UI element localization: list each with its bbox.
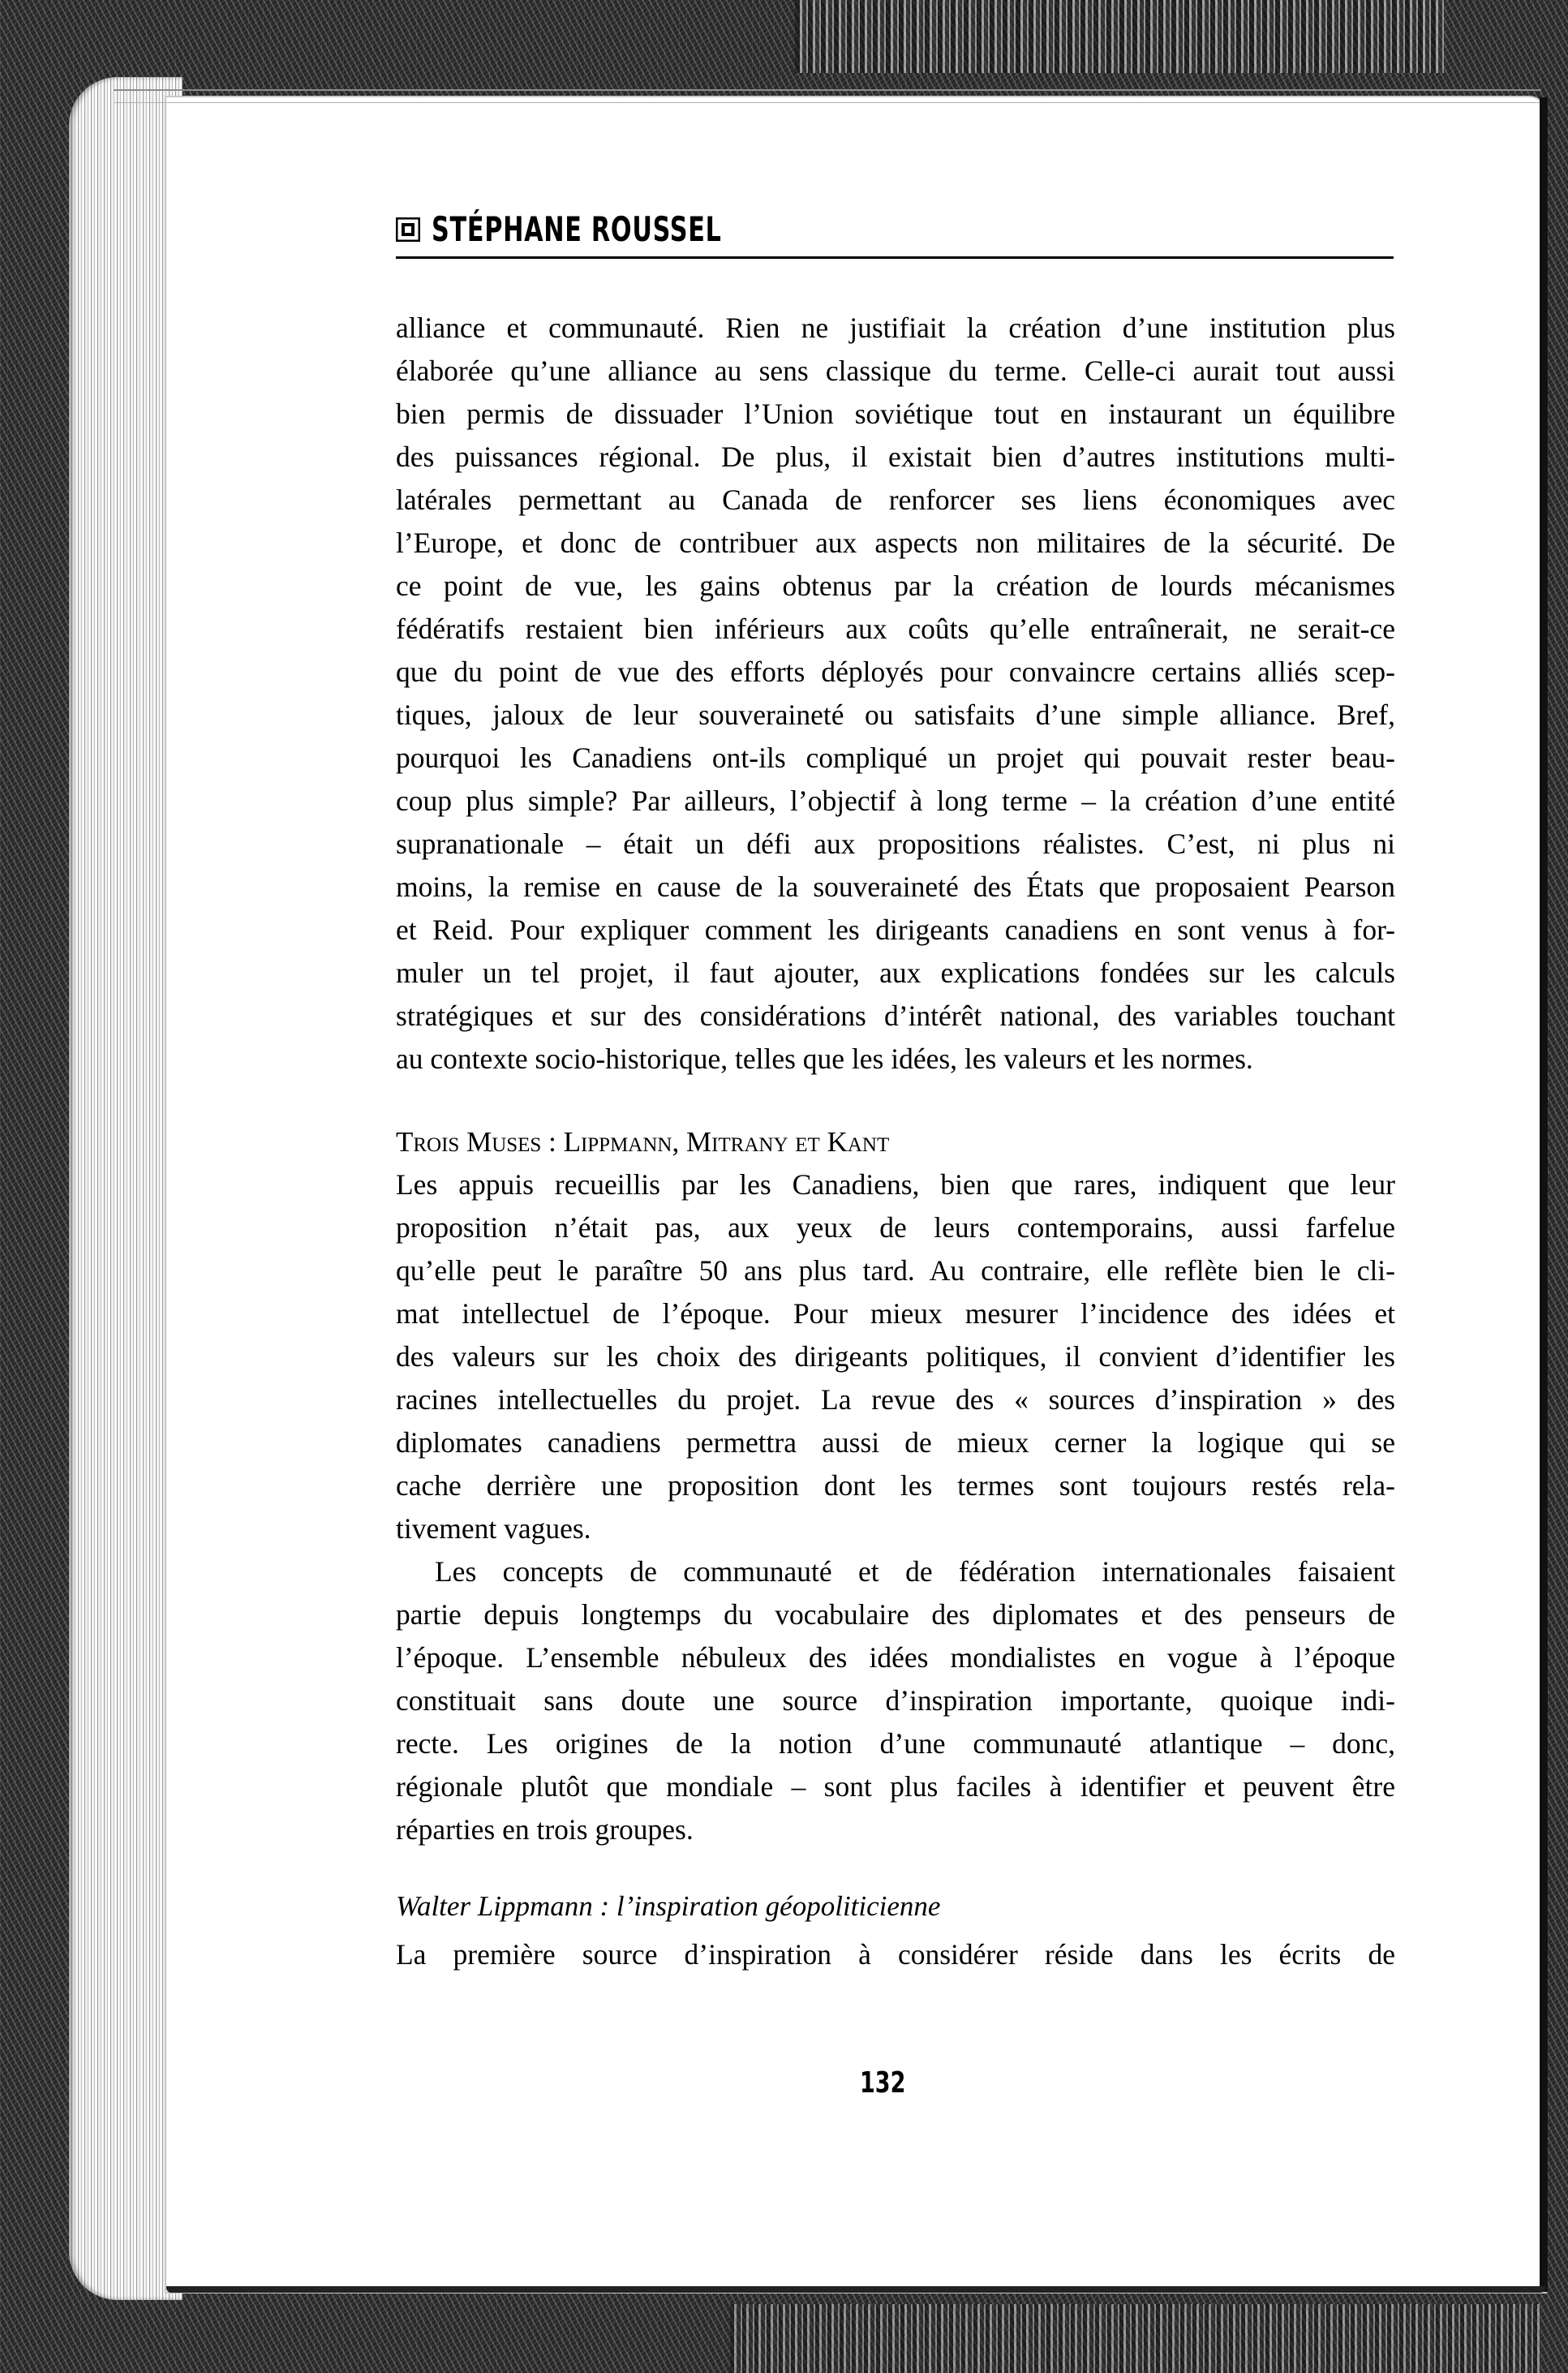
text-line: ce point de vue, les gains obtenus par la création de lourds mécanismes — [396, 570, 1395, 602]
text-line: recte. Les origines de la notion d’une communauté atlantique – donc, — [396, 1727, 1395, 1760]
text-line: muler un tel projet, il faut ajouter, aux explications fondées sur les calculs — [396, 957, 1395, 989]
text-line: cache derrière une proposition dont les termes sont toujours restés rela- — [396, 1469, 1395, 1502]
paragraph-4 — [396, 1933, 1395, 1976]
section-heading: Trois Muses : Lippmann, Mitrany et Kant — [396, 1126, 890, 1158]
page-bottom-edge — [166, 2286, 1545, 2293]
text-line: tiques, jaloux de leur souveraineté ou satisfaits d’une simple alliance. Bref, — [396, 699, 1395, 731]
text-line: La première source d’inspiration à considérer réside dans les écrits de — [396, 1938, 1395, 1971]
text-line: mat intellectuel de l’époque. Pour mieux mesurer l’incidence des idées et — [396, 1297, 1395, 1330]
text-line: fédératifs restaient bien inférieurs aux coûts qu’elle entraînerait, ne serait-ce — [396, 613, 1395, 645]
running-head-author: STÉPHANE ROUSSEL — [432, 209, 722, 249]
page-right-edge — [1540, 97, 1548, 2292]
text-line: au contexte socio-historique, telles que les idées, les valeurs et les normes. — [396, 1042, 1253, 1075]
text-line: racines intellectuelles du projet. La revue des « sources d’inspiration » des — [396, 1383, 1395, 1416]
paragraph-2 — [396, 1163, 1395, 1550]
sub-heading: Walter Lippmann : l’inspiration géopoliticienne — [396, 1890, 941, 1922]
text-line: qu’elle peut le paraître 50 ans plus tard. Au contraire, elle reflète bien le cli- — [396, 1254, 1395, 1287]
text-line: proposition n’était pas, aux yeux de leurs contemporains, aussi farfelue — [396, 1211, 1395, 1244]
text-line: stratégiques et sur des considérations d’intérêt national, des variables touchant — [396, 999, 1395, 1032]
text-line: Les concepts de communauté et de fédération internationales faisaient — [435, 1555, 1395, 1588]
text-line: que du point de vue des efforts déployés pour convaincre certains alliés scep- — [396, 656, 1395, 688]
text-line: réparties en trois groupes. — [396, 1813, 694, 1846]
page-number: 132 — [860, 2066, 906, 2100]
text-line: latérales permettant au Canada de renforcer ses liens économiques avec — [396, 484, 1395, 516]
text-line: des valeurs sur les choix des dirigeants politiques, il convient d’identifier les — [396, 1340, 1395, 1373]
text-line: régionale plutôt que mondiale – sont plus faciles à identifier et peuvent être — [396, 1770, 1395, 1803]
text-line: moins, la remise en cause de la souveraineté des États que proposaient Pearson — [396, 871, 1395, 903]
text-line: et Reid. Pour expliquer comment les dirigeants canadiens en sont venus à for- — [396, 914, 1395, 946]
text-line: des puissances régional. De plus, il existait bien d’autres institutions multi- — [396, 441, 1395, 473]
text-line: l’époque. L’ensemble nébuleux des idées mondialistes en vogue à l’époque — [396, 1641, 1395, 1674]
text-line: l’Europe, et donc de contribuer aux aspects non militaires de la sécurité. De — [396, 527, 1395, 559]
running-head — [396, 209, 1394, 259]
text-line: coup plus simple? Par ailleurs, l’objectif à long terme – la création d’une entité — [396, 785, 1395, 817]
text-line: diplomates canadiens permettra aussi de mieux cerner la logique qui se — [396, 1426, 1395, 1459]
text-line: alliance et communauté. Rien ne justifiait la création d’une institution plus — [396, 312, 1395, 344]
paragraph-1 — [396, 307, 1395, 1081]
scanner-noise-top — [795, 0, 1444, 73]
text-line: élaborée qu’une alliance au sens classique du terme. Celle-ci aurait tout aussi — [396, 355, 1395, 387]
chapter-ornament-icon — [396, 217, 420, 242]
scanner-noise-bottom — [730, 2304, 1541, 2373]
text-line: partie depuis longtemps du vocabulaire des diplomates et des penseurs de — [396, 1598, 1395, 1631]
page-top-edge-lines — [114, 89, 1541, 103]
text-line: bien permis de dissuader l’Union soviétique tout en instaurant un équilibre — [396, 398, 1395, 430]
paragraph-3 — [396, 1550, 1395, 1851]
book-page-edges — [69, 77, 183, 2300]
text-line: constituait sans doute une source d’inspiration importante, quoique indi- — [396, 1684, 1395, 1717]
text-line: Les appuis recueillis par les Canadiens, bien que rares, indiquent que leur — [396, 1168, 1395, 1201]
text-line: supranationale – était un défi aux propositions réalistes. C’est, ni plus ni — [396, 828, 1395, 860]
text-line: pourquoi les Canadiens ont-ils compliqué un projet qui pouvait rester beau- — [396, 742, 1395, 774]
text-line: tivement vagues. — [396, 1512, 591, 1545]
